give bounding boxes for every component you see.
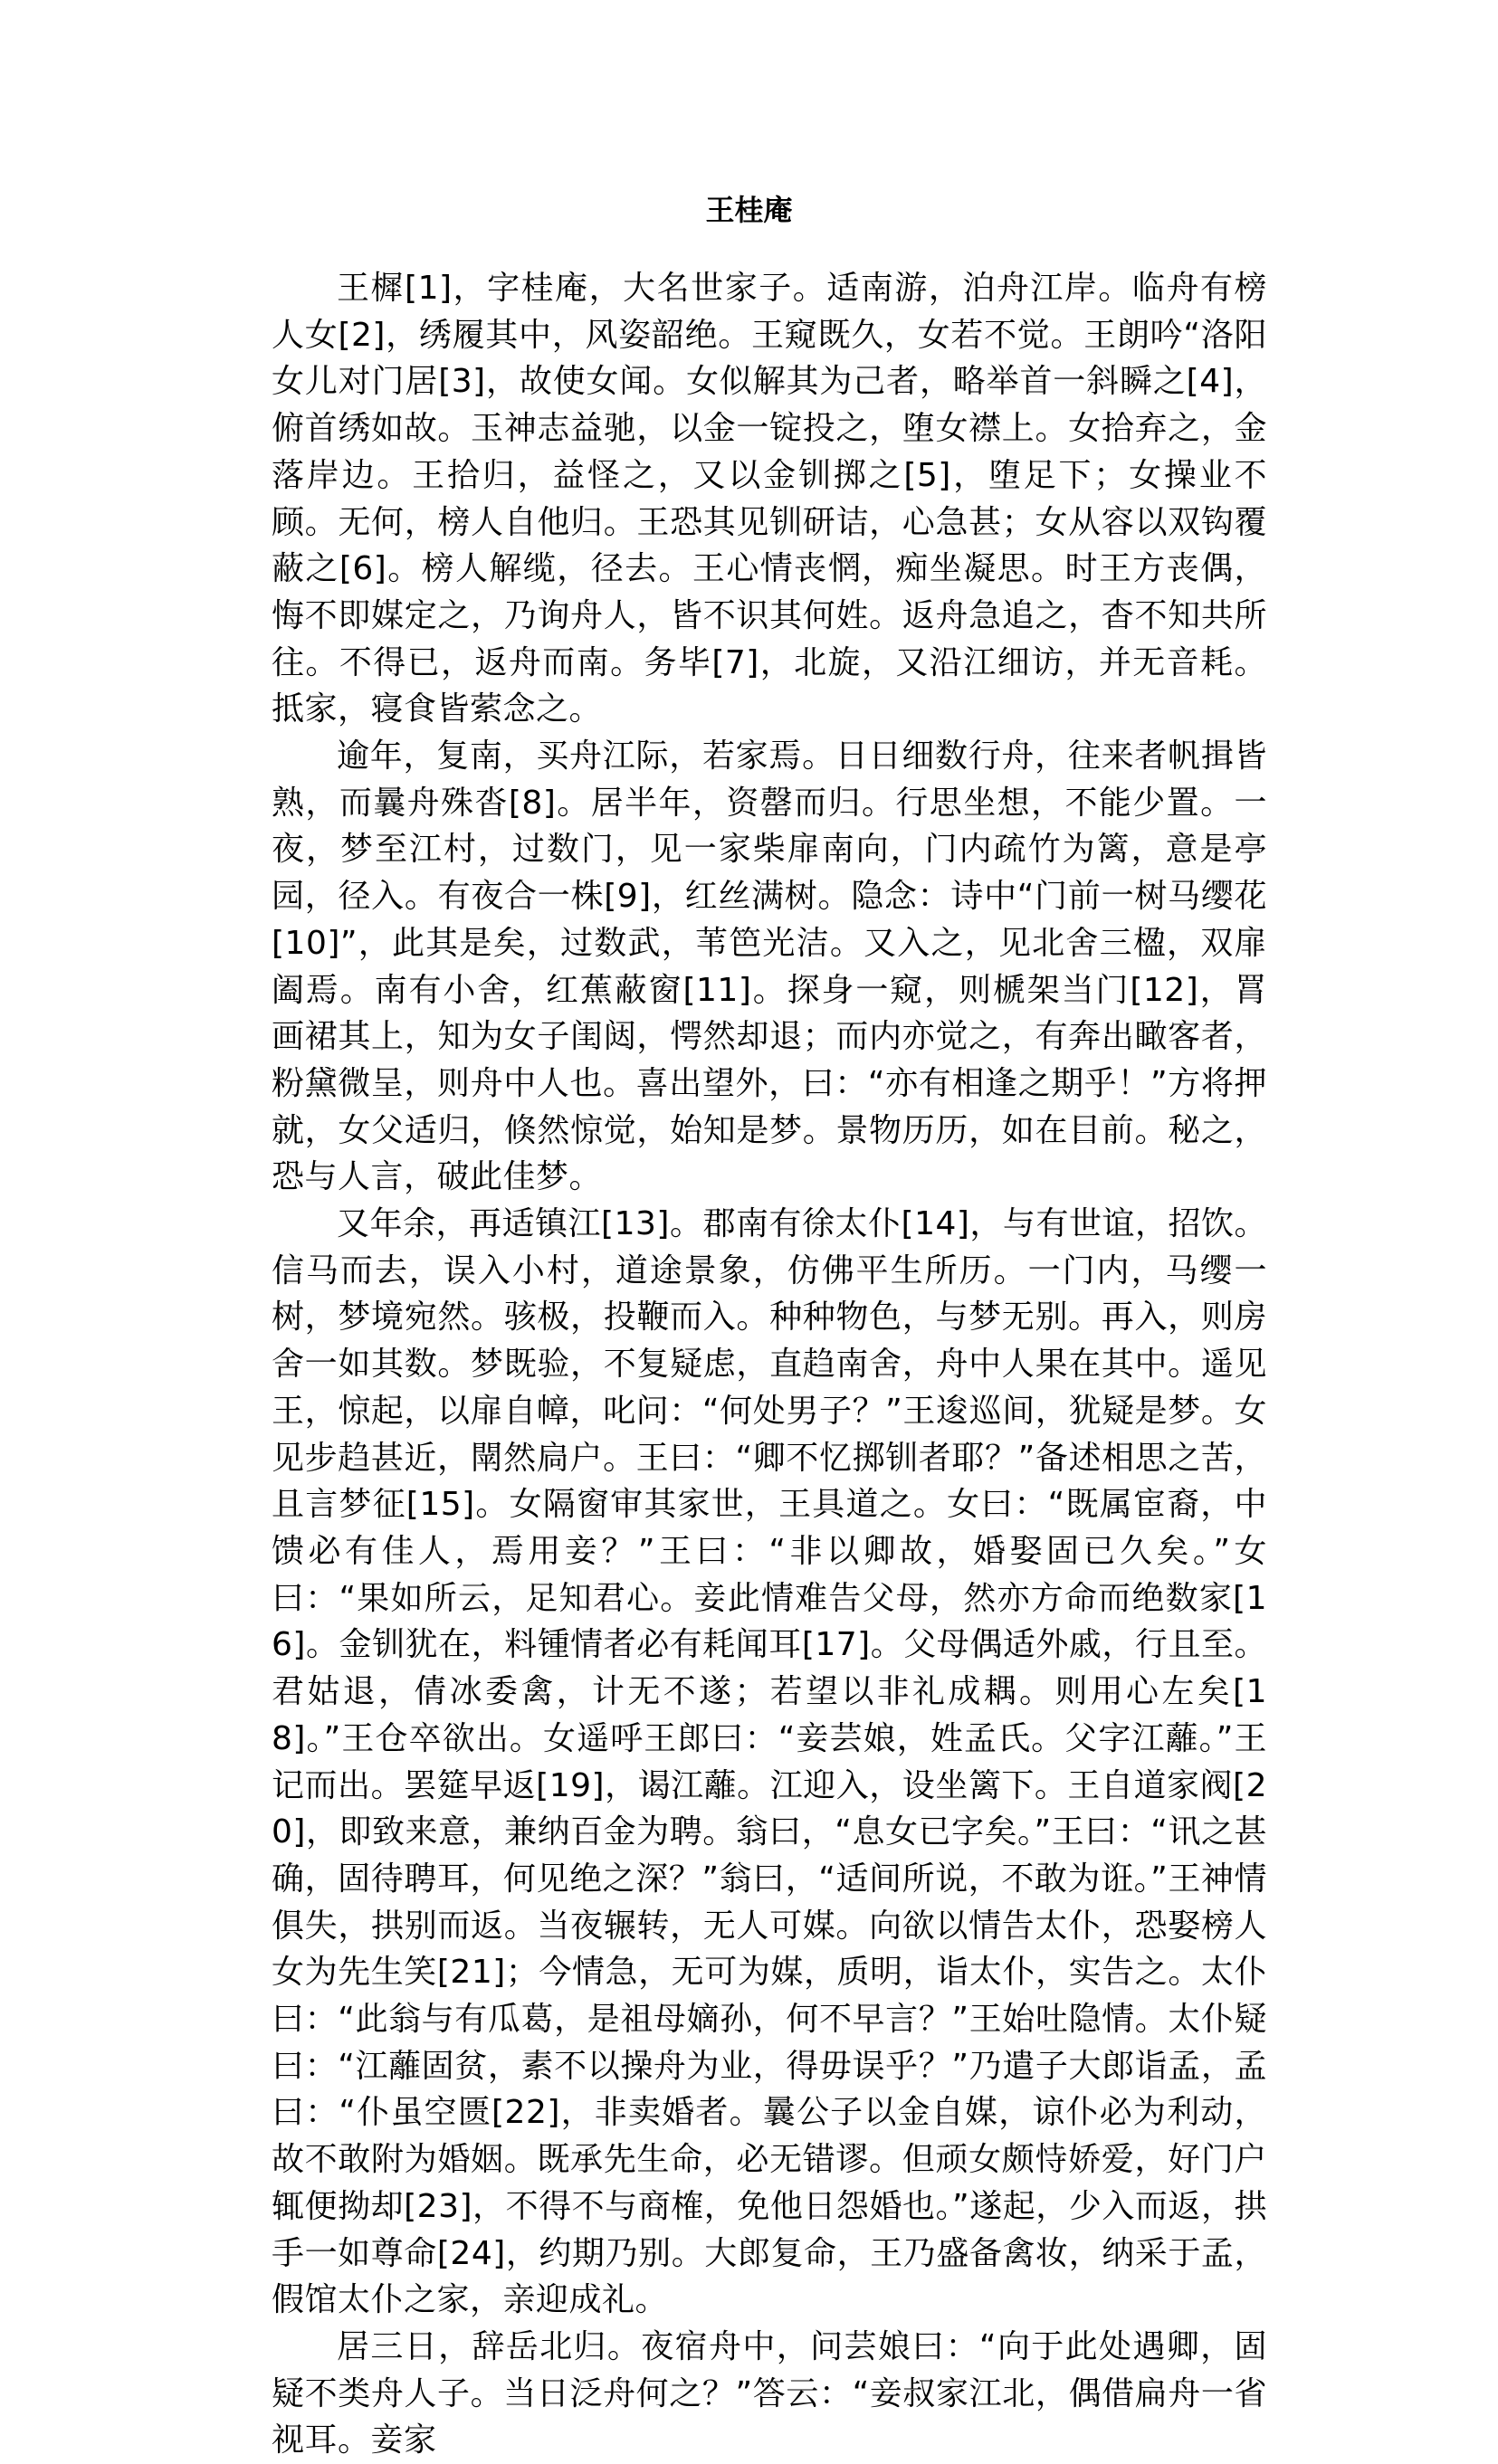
document-body bbox=[272, 265, 1267, 2464]
paragraph: 王樨[1]，字桂庵，大名世家子。适南游，泊舟江岸。临舟有榜人女[2]，绣履其中，风姿韶绝。王窥既久，女若不觉。王朗吟“洛阳女儿对门居[3]，故使女闻。女似解其为己者，略举首一斜瞬之[4]，俯首绣如故。玉神志益驰，以金一锭投之，堕女襟上。女拾弃之，金落岸边。王拾归，益怪之，又以金钏掷之[5]，堕足下；女操业不顾。无何，榜人自他归。王恐其见钏研诘，心急甚；女从容以双钩覆蔽之[6]。榜人解缆，径去。王心情丧惘，痴坐凝思。时王方丧偶，悔不即媒定之，乃询舟人，皆不识其何姓。返舟急追之，杳不知共所往。不得已，返舟而南。务毕[7]，北旋，又沿江细访，并无音耗。抵家，寝食皆萦念之。 bbox=[272, 270, 1267, 728]
paragraph: 又年余，再适镇江[13]。郡南有徐太仆[14]，与有世谊，招饮。信马而去，误入小村，道途景象，仿佛平生所历。一门内，马缨一树，梦境宛然。骇极，投鞭而入。种种物色，与梦无别。再入，则房舍一如其数。梦既验，不复疑虑，直趋南舍，舟中人果在其中。遥见王，惊起，以扉自幛，叱问：“何处男子？”王逡巡间，犹疑是梦。女见步趋甚近，閛然扃户。王曰：“卿不忆掷钏者耶？”备述相思之苦，且言梦征[15]。女隔窗审其家世，王具道之。女曰：“既属宦裔，中馈必有佳人，焉用妾？”王曰：“非以卿故，婚娶固已久矣。”女曰：“果如所云，足知君心。妾此情难告父母，然亦方命而绝数家[16]。金钏犹在，料锺情者必有耗闻耳[17]。父母偶适外戚，行且至。君姑退，倩冰委禽，计无不遂；若望以非礼成耦。则用心左矣[18]。”王仓卒欲出。女遥呼王郎曰：“妾芸娘，姓孟氏。父字江蘺。”王记而出。罢筵早返[19]，谒江蘺。江迎入，设坐篱下。王自道家阀[20]，即致来意，兼纳百金为聘。翁曰，“息女已字矣。”王曰：“讯之甚确，固待聘耳，何见绝之深？”翁曰，“适间所说，不敢为诳。”王神情俱失，拱别而返。当夜辗转，无人可媒。向欲以情告太仆，恐娶榜人女为先生笑[21]；今情急，无可为媒，质明，诣太仆，实告之。太仆曰：“此翁与有瓜葛，是祖母嫡孙，何不早言？”王始吐隐情。太仆疑曰：“江蘺固贫，素不以操舟为业，得毋误乎？”乃遣子大郎诣孟，孟曰：“仆虽空匮[22]，非卖婚者。曩公子以金自媒，谅仆必为利动，故不敢附为婚姻。既承先生命，必无错谬。但顽女颇恃娇爱，好门户辄便拗却[23]，不得不与商榷，免他日怨婚也。”遂起，少入而返，拱手一如尊命[24]，约期乃别。大郎复命，王乃盛备禽妆，纳采于孟，假馆太仆之家，亲迎成礼。 bbox=[272, 1205, 1267, 2319]
paragraph: 居三日，辞岳北归。夜宿舟中，问芸娘曰：“向于此处遇卿，固疑不类舟人子。当日泛舟何之？”答云：“妾叔家江北，偶借扁舟一省视耳。妾家 bbox=[272, 2327, 1267, 2459]
paragraph: 逾年，复南，买舟江际，若家焉。日日细数行舟，往来者帆揖皆熟，而曩舟殊沓[8]。居半年，资罄而归。行思坐想，不能少置。一夜，梦至江村，过数门，见一家柴扉南向，门内疏竹为篱，意是亭园，径入。有夜合一株[9]，红丝满树。隐念：诗中“门前一树马缨花[10]”，此其是矣，过数武，苇笆光洁。又入之，见北舍三楹，双扉阖焉。南有小舍，红蕉蔽窗[11]。探身一窥，则榹架当门[12]，罥画裙其上，知为女子闺闼，愕然却退；而内亦觉之，有奔出瞰客者，粉黛微呈，则舟中人也。喜出望外，曰：“亦有相逢之期乎！”方将押就，女父适归，倏然惊觉，始知是梦。景物历历，如在目前。秘之，恐与人言，破此佳梦。 bbox=[272, 737, 1267, 1196]
document-title: 王桂庵 bbox=[705, 193, 793, 227]
